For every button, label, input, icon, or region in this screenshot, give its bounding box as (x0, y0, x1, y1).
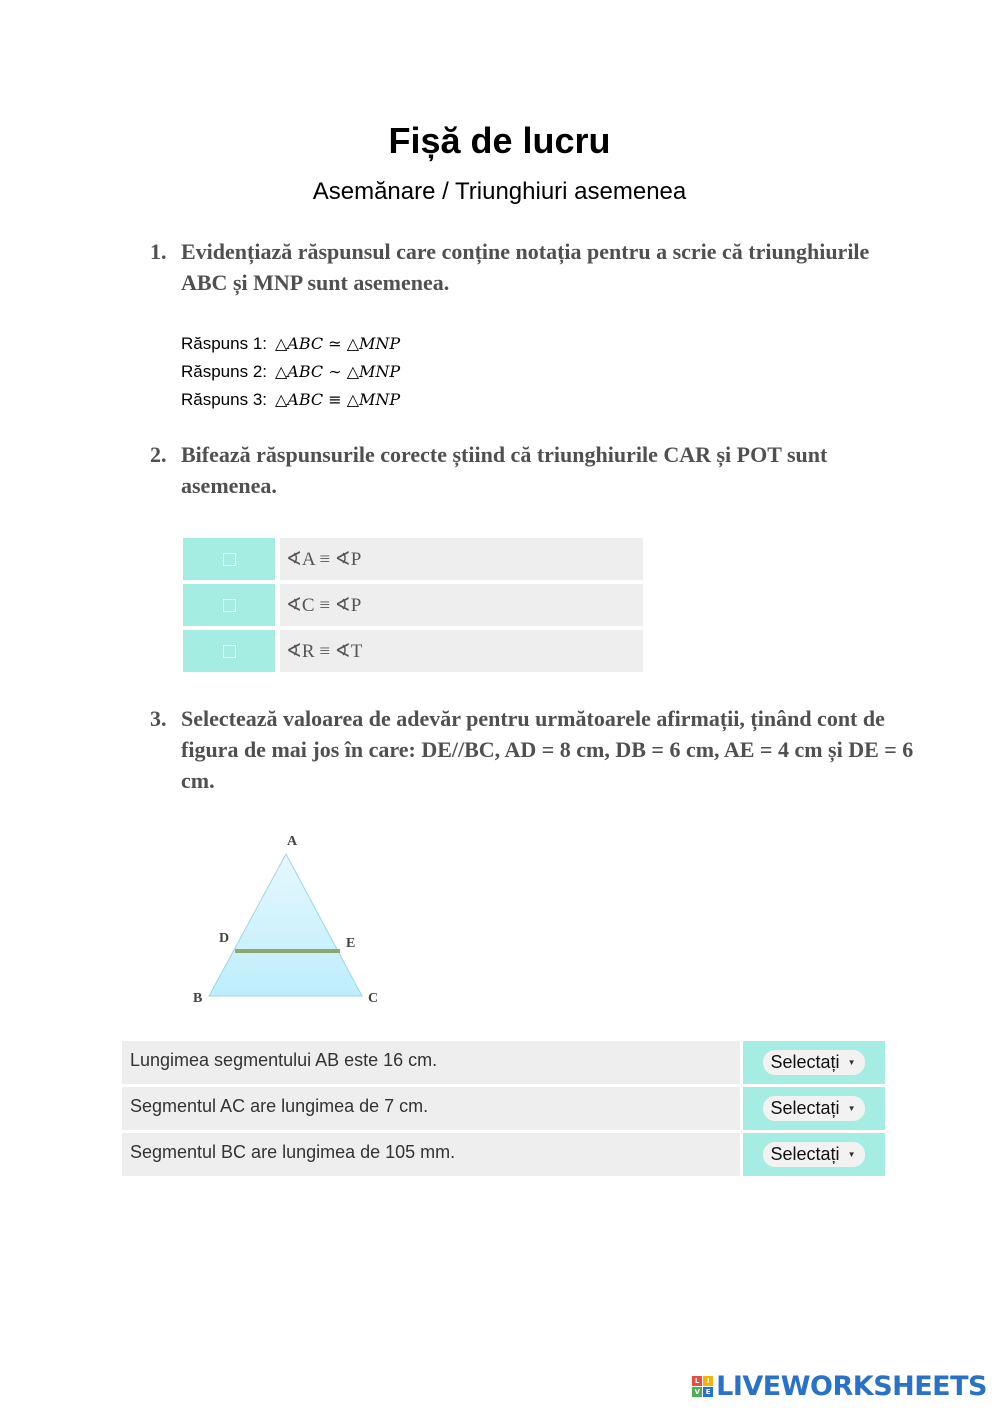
logo-letter: V (692, 1387, 702, 1397)
select-value: Selectați (770, 1144, 840, 1164)
answer-label: Răspuns 3: (181, 390, 267, 409)
statement-row (122, 1041, 885, 1084)
statement-text: Segmentul AC are lungimea de 7 cm. (122, 1087, 740, 1130)
checkbox-cell[interactable] (183, 584, 275, 626)
checkbox-label: ∢A ≡ ∢P (280, 538, 643, 580)
answer-math: △ABC ∼ △MNP (275, 362, 401, 381)
checkbox-table (183, 538, 643, 676)
checkbox[interactable] (223, 553, 236, 566)
logo-letter: L (692, 1376, 702, 1386)
caret-down-icon: ▼ (847, 1058, 856, 1067)
logo-mark-icon (692, 1376, 713, 1397)
triangle-svg (186, 826, 396, 1011)
triangle-abc (209, 854, 362, 996)
statement-row (122, 1087, 885, 1130)
answer-option-1[interactable] (181, 330, 400, 358)
question-text: Bifează răspunsurile corecte știind că triunghiurile CAR și POT sunt asemenea. (181, 442, 828, 498)
select-cell (743, 1133, 885, 1176)
select-value: Selectați (770, 1098, 840, 1118)
answer-math: △ABC ≃ △MNP (275, 334, 401, 353)
question-number: 2. (150, 442, 167, 467)
statement-text: Segmentul BC are lungimea de 105 mm. (122, 1133, 740, 1176)
page-subtitle: Asemănare / Triunghiuri asemenea (312, 178, 687, 205)
true-false-select[interactable] (763, 1050, 866, 1075)
question-3 (150, 703, 920, 796)
checkbox[interactable] (223, 645, 236, 658)
answer-option-3[interactable] (181, 386, 400, 414)
logo-letter: E (703, 1387, 713, 1397)
question-text: Selectează valoarea de adevăr pentru următoarele afirmații, ținând cont de figura de mai jos în care: DE//BC, AD = 8 cm, DB = 6 cm, AE = 4 cm și DE = 6 cm. (181, 706, 914, 793)
vertex-label-a: A (287, 834, 298, 849)
vertex-label-e: E (346, 936, 356, 951)
statement-text: Lungimea segmentului AB este 16 cm. (122, 1041, 740, 1084)
checkbox-row (183, 538, 643, 580)
question-text: Evidențiază răspunsul care conține notația pentru a scrie că triunghiurile ABC și MNP sunt asemenea. (181, 239, 870, 295)
page-title: Fișă de lucru (388, 120, 611, 161)
checkbox-cell[interactable] (183, 538, 275, 580)
checkbox-row (183, 630, 643, 672)
answer-label: Răspuns 2: (181, 362, 267, 381)
caret-down-icon: ▼ (847, 1104, 856, 1113)
true-false-select[interactable] (763, 1142, 866, 1167)
liveworksheets-logo[interactable] (692, 1371, 987, 1402)
logo-text: LIVEWORKSHEETS (716, 1371, 987, 1402)
true-false-select[interactable] (763, 1096, 866, 1121)
checkbox-cell[interactable] (183, 630, 275, 672)
triangle-figure (186, 826, 396, 1016)
answer-list (181, 330, 400, 414)
vertex-label-c: C (368, 991, 379, 1006)
answer-option-2[interactable] (181, 358, 400, 386)
select-cell (743, 1041, 885, 1084)
logo-letter: I (703, 1376, 713, 1386)
caret-down-icon: ▼ (847, 1150, 856, 1159)
question-2 (150, 439, 920, 501)
checkbox-row (183, 584, 643, 626)
question-number: 3. (150, 706, 167, 731)
select-cell (743, 1087, 885, 1130)
question-1 (150, 236, 920, 298)
vertex-label-d: D (219, 931, 230, 946)
answer-math: △ABC ≡ △MNP (275, 390, 401, 409)
vertex-label-b: B (193, 991, 203, 1006)
checkbox[interactable] (223, 599, 236, 612)
statement-table (122, 1041, 885, 1179)
checkbox-label: ∢R ≡ ∢T (280, 630, 643, 672)
question-number: 1. (150, 239, 167, 264)
checkbox-label: ∢C ≡ ∢P (280, 584, 643, 626)
answer-label: Răspuns 1: (181, 334, 267, 353)
statement-row (122, 1133, 885, 1176)
select-value: Selectați (770, 1052, 840, 1072)
